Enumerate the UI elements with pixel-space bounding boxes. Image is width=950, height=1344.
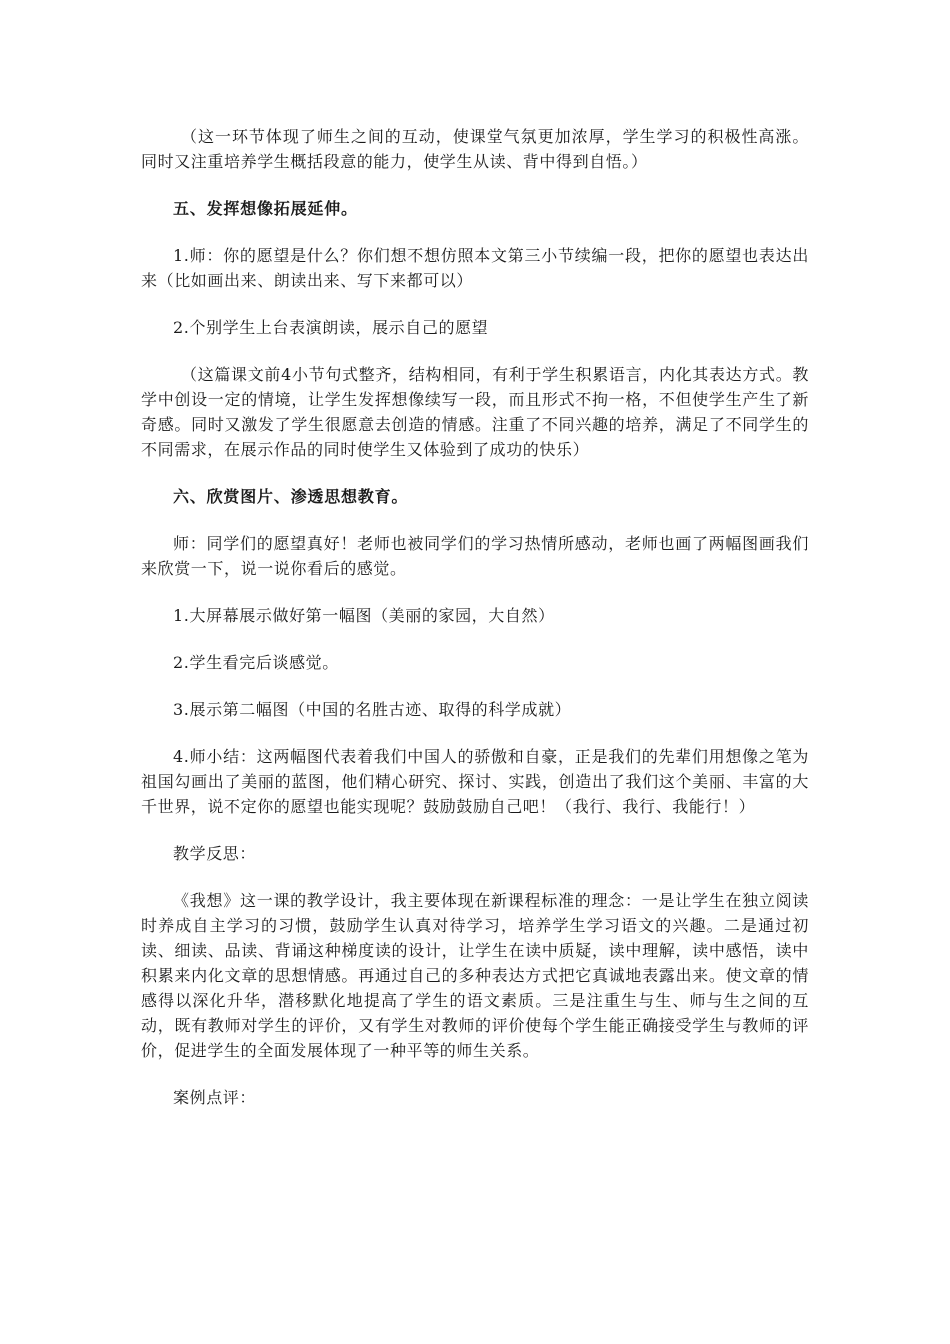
section-heading-6: 六、欣赏图片、渗透思想教育。 xyxy=(173,487,409,506)
section-heading-5: 五、发挥想像拓展延伸。 xyxy=(173,199,358,218)
step-paragraph-5-1: 1.师：你的愿望是什么？你们想不想仿照本文第三小节续编一段，把你的愿望也表达出来（比如画出来、朗读出来、写下来都可以） xyxy=(141,246,809,290)
reflection-paragraph: 《我想》这一课的教学设计，我主要体现在新课程标准的理念：一是让学生在独立阅读时养成自主学习的习惯，鼓励学生认真对待学习，培养学生学习语文的兴趣。二是通过初读、细读、品读、背诵这种梯度读的设计，让学生在读中质疑，读中理解，读中感悟，读中积累来内化文章的思想情感。再通过自己的多种表达方式把它真诚地表露出来。使文章的情感得以深化升华，潜移默化地提高了学生的语文素质。三是注重生与生、师与生之间的互动，既有教师对学生的评价，又有学生对教师的评价使每个学生能正确接受学生与教师的评价，促进学生的全面发展体现了一种平等的师生关系。 xyxy=(141,891,809,1060)
step-paragraph-6-1: 1.大屏幕展示做好第一幅图（美丽的家园，大自然） xyxy=(173,606,555,625)
step-paragraph-5-2: 2.个别学生上台表演朗读，展示自己的愿望 xyxy=(173,318,489,337)
commentary-paragraph-1: （这一环节体现了师生之间的互动，使课堂气氛更加浓厚，学生学习的积极性高涨。同时又注重培养学生概括段意的能力，使学生从读、背中得到自悟。） xyxy=(141,127,809,171)
teacher-paragraph: 师：同学们的愿望真好！老师也被同学们的学习热情所感动，老师也画了两幅图画我们来欣赏一下，说一说你看后的感觉。 xyxy=(141,534,809,578)
step-paragraph-6-2: 2.学生看完后谈感觉。 xyxy=(173,653,339,672)
case-review-label: 案例点评： xyxy=(173,1088,257,1107)
document-body xyxy=(141,124,809,1132)
step-paragraph-6-3: 3.展示第二幅图（中国的名胜古迹、取得的科学成就） xyxy=(173,700,572,719)
reflection-label: 教学反思： xyxy=(173,844,257,863)
step-paragraph-6-4: 4.师小结：这两幅图代表着我们中国人的骄傲和自豪，正是我们的先辈们用想像之笔为祖国勾画出了美丽的蓝图，他们精心研究、探讨、实践，创造出了我们这个美丽、丰富的大千世界，说不定你的愿望也能实现呢？鼓励鼓励自己吧！（我行、我行、我能行！） xyxy=(141,747,809,816)
commentary-paragraph-2: （这篇课文前4小节句式整齐，结构相同，有利于学生积累语言，内化其表达方式。教学中创设一定的情境，让学生发挥想像续写一段，而且形式不拘一格，不但使学生产生了新奇感。同时又激发了学生很愿意去创造的情感。注重了不同兴趣的培养，满足了不同学生的不同需求，在展示作品的同时使学生又体验到了成功的快乐） xyxy=(141,365,809,459)
